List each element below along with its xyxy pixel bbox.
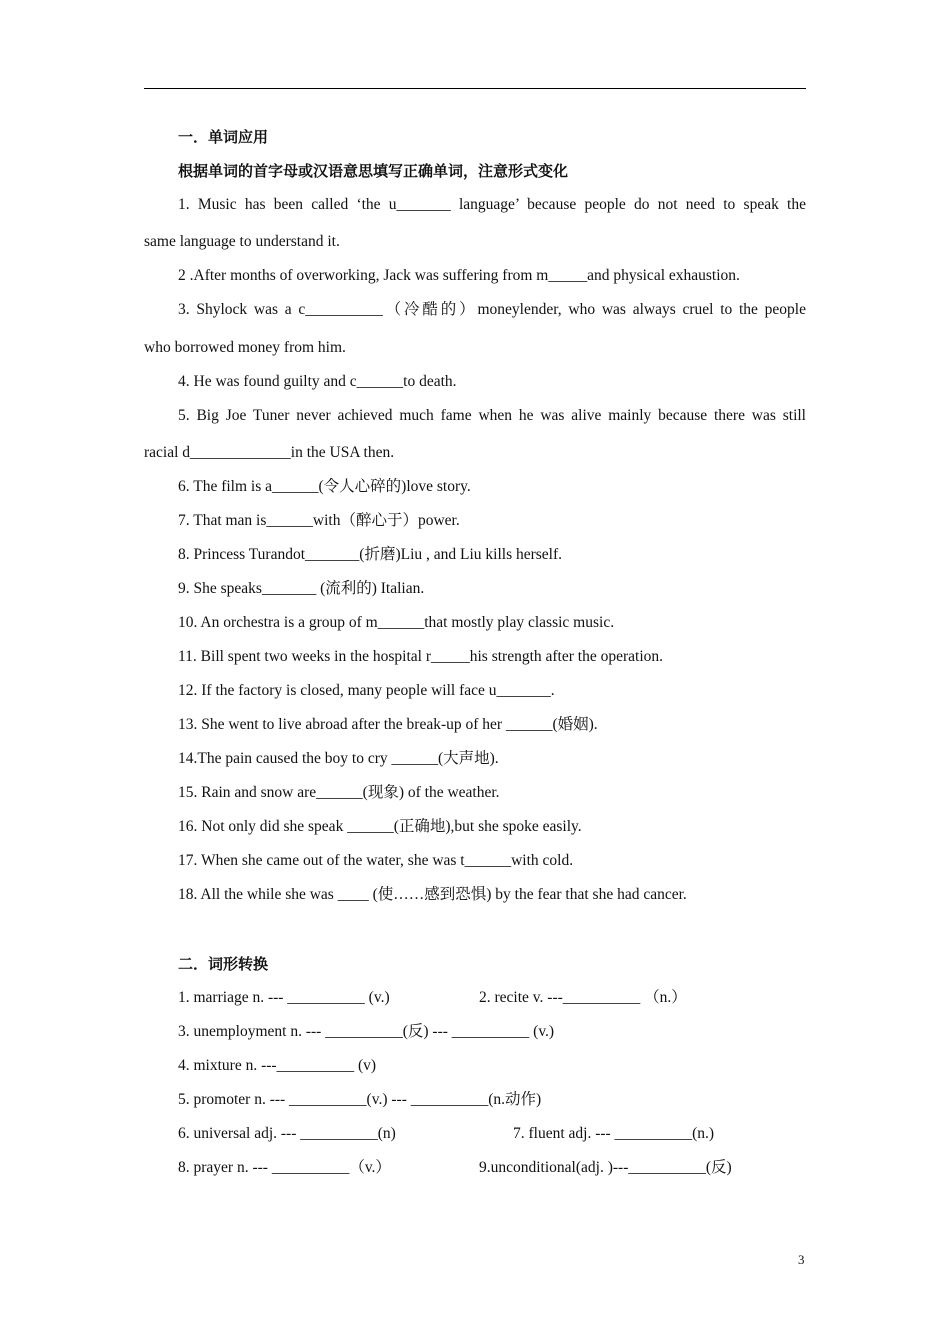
item-3-line1: 3. Shylock was a c__________（冷酷的）moneylender, who was always cruel to the people	[178, 301, 806, 318]
section1-title: 一．单词应用	[178, 128, 269, 146]
item-17: 17. When she came out of the water, she was t______with cold.	[178, 852, 574, 869]
conversion-2: 2. recite v. ---__________ （n.）	[479, 989, 687, 1006]
item-12: 12. If the factory is closed, many people will face u_______.	[178, 682, 555, 699]
conversion-4: 4. mixture n. ---__________ (v)	[178, 1057, 377, 1074]
item-1-line1: 1. Music has been called ‘the u_______ language’ because people do not need to speak the	[178, 196, 806, 213]
item-5-line2: racial d_____________in the USA then.	[144, 444, 395, 461]
conversion-1: 1. marriage n. --- __________ (v.)	[178, 989, 390, 1006]
item-7: 7. That man is______with（醉心于）power.	[178, 512, 460, 529]
conversion-7: 7. fluent adj. --- __________(n.)	[513, 1125, 715, 1142]
item-11: 11. Bill spent two weeks in the hospital r_____his strength after the operation.	[178, 648, 664, 665]
item-2: 2 .After months of overworking, Jack was suffering from m_____and physical exhaustion.	[178, 267, 740, 284]
item-14: 14.The pain caused the boy to cry ______(大声地).	[178, 750, 499, 767]
item-4: 4. He was found guilty and c______to death.	[178, 373, 457, 390]
section2-title: 二．词形转换	[178, 955, 269, 973]
item-16: 16. Not only did she speak ______(正确地),but she spoke easily.	[178, 818, 582, 835]
conversion-8: 8. prayer n. --- __________（v.）	[178, 1159, 391, 1176]
item-9: 9. She speaks_______ (流利的) Italian.	[178, 580, 425, 597]
item-8: 8. Princess Turandot_______(折磨)Liu , and Liu kills herself.	[178, 546, 563, 563]
item-5-line1: 5. Big Joe Tuner never achieved much fame when he was alive mainly because there was still	[178, 407, 806, 424]
item-10: 10. An orchestra is a group of m______that mostly play classic music.	[178, 614, 615, 631]
item-3-line2: who borrowed money from him.	[144, 339, 346, 356]
conversion-9: 9.unconditional(adj. )---__________(反)	[479, 1159, 732, 1176]
item-6: 6. The film is a______(令人心碎的)love story.	[178, 478, 471, 495]
item-13: 13. She went to live abroad after the break-up of her ______(婚姻).	[178, 716, 598, 733]
section1-instruction: 根据单词的首字母或汉语意思填写正确单词，注意形式变化	[178, 162, 569, 180]
conversion-5: 5. promoter n. --- __________(v.) --- __________(n.动作)	[178, 1091, 542, 1108]
page-number: 3	[798, 1252, 805, 1267]
conversion-3: 3. unemployment n. --- __________(反) --- __________ (v.)	[178, 1023, 555, 1040]
item-18: 18. All the while she was ____ (使……感到恐惧) by the fear that she had cancer.	[178, 886, 687, 903]
header-rule	[144, 88, 806, 89]
item-1-line2: same language to understand it.	[144, 233, 340, 250]
conversion-6: 6. universal adj. --- __________(n)	[178, 1125, 396, 1142]
item-15: 15. Rain and snow are______(现象) of the weather.	[178, 784, 500, 801]
